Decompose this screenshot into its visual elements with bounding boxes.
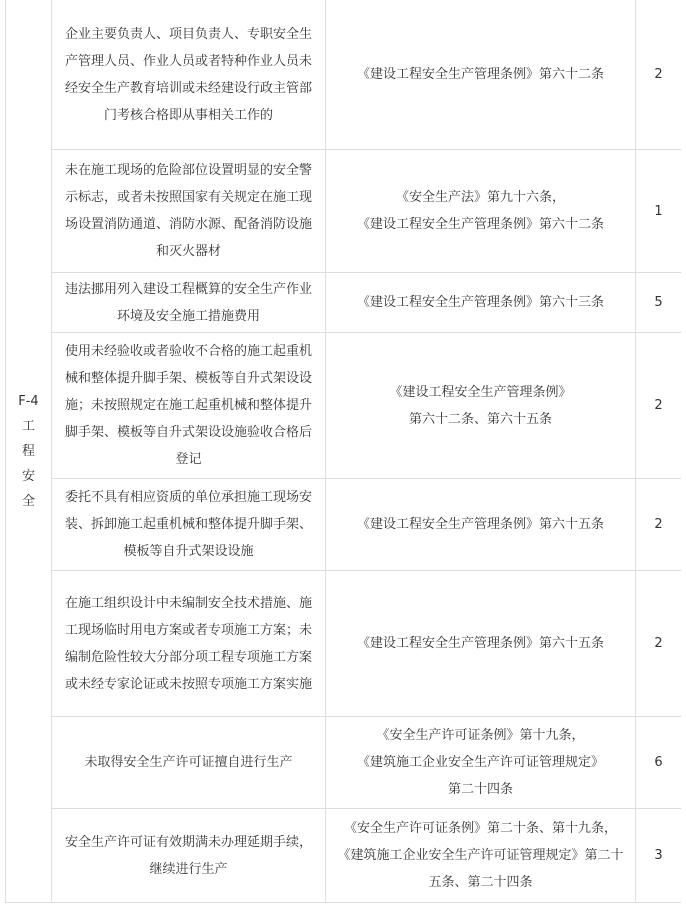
table-row [6,571,682,717]
score-cell: 2 [636,479,682,571]
basis-line: 《安全生产法》第九十六条， [395,190,565,205]
document-page [5,0,681,906]
category-code: F-4 [18,393,39,409]
score-cell: 6 [636,717,682,809]
basis-line: 《建设工程安全生产管理条例》第六十三条 [356,295,604,310]
score-cell: 1 [636,150,682,273]
basis-cell [326,571,636,717]
basis-cell [326,0,636,150]
table-row [6,333,682,479]
violation-table [5,0,681,903]
table-row [6,717,682,809]
basis-cell [326,479,636,571]
table-row [6,0,682,150]
score-cell: 2 [636,0,682,150]
score-cell: 5 [636,273,682,333]
basis-line: 《建设工程安全生产管理条例》第六十二条 [356,67,604,82]
basis-line: 《建设工程安全生产管理条例》第六十五条 [356,636,604,651]
table-row [6,479,682,571]
category-cell [6,0,52,903]
behavior-cell: 企业主要负责人、项目负责人、专职安全生产管理人员、作业人员或者特种作业人员未经安全生产教育培训或未经建设行政主管部门考核合格即从事相关工作的 [52,0,326,150]
score-cell: 2 [636,571,682,717]
behavior-cell: 未在施工现场的危险部位设置明显的安全警示标志，或者未按照国家有关规定在施工现场设置消防通道、消防水源、配备消防设施和灭火器材 [52,150,326,273]
basis-line: 《建设工程安全生产管理条例》第六十五条 [356,517,604,532]
behavior-cell: 委托不具有相应资质的单位承担施工现场安装、拆卸施工起重机械和整体提升脚手架、模板等自升式架设设施 [52,479,326,571]
basis-line: 《建设工程安全生产管理条例》 [389,384,572,400]
basis-cell [326,150,636,273]
basis-line: 《安全生产许可证条例》第十九条， [376,728,585,743]
category-char: 安 [21,468,35,484]
table-row [6,150,682,273]
score-cell: 2 [636,333,682,479]
basis-line: 《安全生产许可证条例》第二十条、第十九条，《建筑施工企业安全生产许可证管理规定》第二十五条、第二十四条 [337,821,624,890]
table-row [6,273,682,333]
behavior-cell: 违法挪用列入建设工程概算的安全生产作业环境及安全施工措施费用 [52,273,326,333]
score-cell: 3 [636,809,682,903]
category-char: 工 [21,418,35,434]
basis-line: 《建筑施工企业安全生产许可证管理规定》 [356,755,604,770]
category-char: 全 [21,493,35,509]
basis-line: 第二十四条 [447,782,513,797]
behavior-cell: 在施工组织设计中未编制安全技术措施、施工现场临时用电方案或者专项施工方案；未编制危险性较大分部分项工程专项施工方案或未经专家论证或未按照专项施工方案实施 [52,571,326,717]
category-char: 程 [21,443,35,459]
basis-cell [326,273,636,333]
basis-line: 《建设工程安全生产管理条例》第六十二条 [356,217,604,232]
behavior-cell: 未取得安全生产许可证擅自进行生产 [52,717,326,809]
behavior-cell: 安全生产许可证有效期满未办理延期手续，继续进行生产 [52,809,326,903]
basis-cell [326,809,636,903]
basis-line: 第六十二条、第六十五条 [408,411,552,427]
table-row [6,809,682,903]
basis-cell [326,333,636,479]
behavior-cell: 使用未经验收或者验收不合格的施工起重机械和整体提升脚手架、模板等自升式架设设施；未按照规定在施工起重机械和整体提升脚手架、模板等自升式架设设施验收合格后登记 [52,333,326,479]
basis-cell [326,717,636,809]
